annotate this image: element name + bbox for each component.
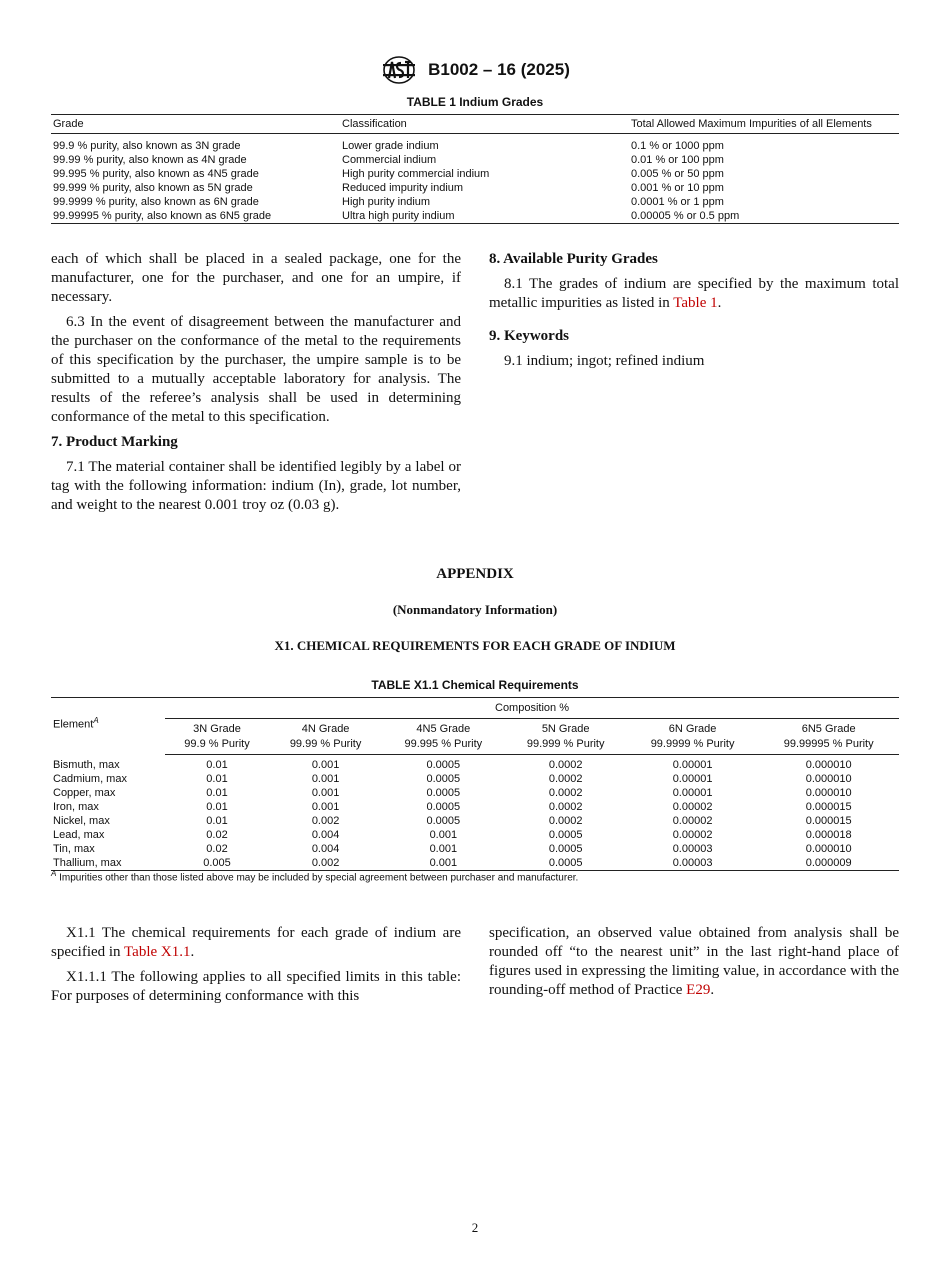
table-cell: 0.00002 [672, 829, 713, 841]
column-header-grade: 5N Grade 99.999 % Purity [505, 719, 627, 755]
table-cell: 0.001 [429, 829, 458, 841]
table-cell: 0.001 [311, 801, 340, 813]
table-cell: 0.004 [311, 829, 340, 841]
table-header-row [51, 115, 899, 134]
table-cell: 0.0001 % or 1 ppm [631, 196, 724, 208]
paragraph-x1-1-text: X1.1 The chemical requirements for each grade of indium are specified in [51, 925, 461, 960]
paragraph-x1-1-1-cont-end: . [710, 982, 715, 998]
table-row [51, 167, 899, 181]
left-column [51, 250, 461, 521]
table-cell: 0.001 [311, 759, 340, 771]
appendix-subtitle: (Nonmandatory Information) [392, 602, 558, 617]
table-cell: 0.000010 [805, 759, 852, 771]
table-cell: 0.001 [311, 773, 340, 785]
table-cell: 0.0002 [548, 759, 583, 771]
table-cell: Iron, max [53, 801, 99, 813]
paragraph-8-1-text: 8.1 The grades of indium are specified by the maximum total metallic impurities as listed in [489, 276, 899, 311]
table-cell: 0.1 % or 1000 ppm [631, 140, 724, 152]
table-cell: 0.01 [206, 787, 228, 799]
table-cell: 99.99995 % purity, also known as 6N5 grade [53, 210, 272, 222]
table-header-row [51, 698, 899, 719]
table-cell: 0.000009 [805, 857, 852, 869]
table-cell: Lower grade indium [342, 140, 439, 152]
footnote-text: Impurities other than those listed above may be included by special agreement between purchaser and manufacturer. [56, 872, 579, 884]
table-cell: 0.01 [206, 815, 228, 827]
table-row [51, 134, 899, 154]
column-header-max-impurities: Total Allowed Maximum Impurities of all Elements [629, 115, 899, 134]
table-cell: 0.01 [206, 801, 228, 813]
appendix-title: APPENDIX [436, 566, 514, 582]
table-row [51, 181, 899, 195]
table-cell: 0.000010 [805, 843, 852, 855]
table-cell: High purity commercial indium [342, 168, 490, 180]
table-cell: 0.001 % or 10 ppm [631, 182, 724, 194]
paragraph-x1-1-1-cont-text: specification, an observed value obtained from analysis shall be rounded off “to the nearest unit” in the last right-hand place of figures used in expressing the limiting value, in accordance with the rounding-off method of Practice [489, 925, 899, 998]
table-cell: 0.005 % or 50 ppm [631, 168, 724, 180]
table-cell: 0.001 [429, 843, 458, 855]
table-cell: 99.9 % purity, also known as 3N grade [53, 140, 241, 152]
chemical-requirements-table [51, 697, 899, 871]
table-cell: 0.0005 [426, 787, 461, 799]
paragraph-x1-1 [51, 924, 461, 962]
element-header-label: Element [53, 718, 94, 731]
table-cell: Lead, max [53, 829, 105, 841]
table-footnote [51, 869, 578, 883]
table-row [51, 800, 899, 814]
footnote-marker: A [51, 869, 57, 878]
section-heading-8: 8. Available Purity Grades [489, 251, 658, 267]
table-row [51, 786, 899, 800]
column-header-grade: 6N Grade 99.9999 % Purity [627, 719, 759, 755]
tablex-block [51, 678, 899, 871]
section-heading-7: 7. Product Marking [51, 434, 178, 450]
table-cell: 0.00003 [672, 857, 713, 869]
table-cell: 0.0005 [426, 815, 461, 827]
paragraph-x1-1-1: X1.1.1 The following applies to all specified limits in this table: For purposes of determining conformance with this [51, 969, 461, 1004]
table-cell: 0.02 [206, 843, 228, 855]
table-cell: 0.00003 [672, 843, 713, 855]
table-cell: 0.0005 [548, 857, 583, 869]
table-cell: Cadmium, max [53, 773, 127, 785]
table-cell: 0.0002 [548, 801, 583, 813]
document-header [0, 54, 950, 86]
right-column [489, 250, 899, 377]
table-cell: 0.00002 [672, 815, 713, 827]
table-cell: 0.000015 [805, 801, 852, 813]
table1-caption: TABLE 1 Indium Grades [406, 95, 544, 109]
table-cell: Bismuth, max [53, 758, 120, 771]
table-cell: 0.01 [206, 759, 228, 771]
table1-link[interactable]: Table 1 [673, 295, 718, 311]
table-cell: Copper, max [53, 787, 116, 799]
table-cell: Commercial indium [342, 154, 437, 166]
table-cell: 0.000015 [805, 815, 852, 827]
table-x1-1-link[interactable]: Table X1.1 [124, 944, 191, 960]
paragraph-x1-1-end: . [190, 944, 195, 960]
table-cell: Tin, max [53, 843, 95, 855]
table-cell: 0.002 [311, 857, 340, 869]
paragraph-7-1: 7.1 The material container shall be identified legibly by a label or tag with the following information: indium (In), grade, lot number, and weight to the nearest 0.001 troy oz (0.03 g). [51, 459, 461, 513]
table-row [51, 772, 899, 786]
column-header-element [51, 698, 165, 755]
column-header-composition: Composition % [165, 698, 899, 719]
appendix-right-column [489, 924, 899, 1006]
paragraph-x1-1-1-cont [489, 924, 899, 1000]
page-number: 2 [471, 1220, 479, 1235]
paragraph-continuation: each of which shall be placed in a sealed package, one for the manufacturer, one for the purchaser, and one for an umpire, if necessary. [51, 251, 461, 305]
table-cell: High purity indium [342, 196, 431, 208]
table-cell: 0.00001 [672, 773, 713, 785]
table-cell: 0.01 [206, 773, 228, 785]
column-header-classification: Classification [340, 115, 629, 134]
table-cell: 0.001 [311, 787, 340, 799]
table-cell: 99.9999 % purity, also known as 6N grade [53, 196, 259, 208]
table-cell: Nickel, max [53, 815, 110, 827]
table-cell: 0.01 % or 100 ppm [631, 154, 724, 166]
table-cell: 0.02 [206, 829, 228, 841]
table-cell: 0.001 [429, 857, 458, 869]
table-cell: 0.0005 [426, 773, 461, 785]
table-row [51, 153, 899, 167]
table-cell: Thallium, max [53, 857, 122, 869]
table-cell: 99.99 % purity, also known as 4N grade [53, 154, 247, 166]
paragraph-6-3: 6.3 In the event of disagreement between the manufacturer and the purchaser on the conformance of the metal to the requirements of this specification by the purchaser, the umpire sample is to be submitted to a mutually acceptable laboratory for analysis. The results of the referee’s analysis shall be used in determining conformance of the metal to this specification. [51, 314, 461, 425]
column-header-grade: 4N5 Grade 99.995 % Purity [382, 719, 504, 755]
table-cell: 0.00002 [672, 801, 713, 813]
table-cell: Ultra high purity indium [342, 210, 455, 222]
table-cell: 0.004 [311, 843, 340, 855]
column-header-grade: 4N Grade 99.99 % Purity [269, 719, 382, 755]
table-header-row [51, 719, 899, 755]
table-cell: 0.005 [203, 857, 231, 869]
table-cell: 0.0002 [548, 815, 583, 827]
tablex-caption: TABLE X1.1 Chemical Requirements [371, 678, 579, 692]
table-cell: 0.000010 [805, 773, 852, 785]
paragraph-9-1: 9.1 indium; ingot; refined indium [504, 353, 705, 369]
table-cell: 0.002 [311, 815, 340, 827]
table-cell: 0.0005 [548, 829, 583, 841]
table-cell: 0.00005 % or 0.5 ppm [631, 210, 740, 222]
table-row [51, 755, 899, 773]
column-header-grade: Grade [51, 115, 340, 134]
astm-logo-icon [380, 54, 418, 86]
table-cell: 0.00001 [672, 787, 713, 799]
table-row [51, 814, 899, 828]
table-cell: 0.0005 [426, 801, 461, 813]
table-cell: 0.000010 [805, 787, 852, 799]
table-row [51, 209, 899, 224]
table-cell: 0.0005 [548, 843, 583, 855]
table-cell: 0.0005 [426, 759, 461, 771]
e29-link[interactable]: E29 [686, 982, 711, 998]
table-row [51, 195, 899, 209]
table-cell: 0.00001 [672, 759, 713, 771]
column-header-grade: 6N5 Grade 99.99995 % Purity [758, 719, 899, 755]
appendix-left-column [51, 924, 461, 1012]
section-heading-9: 9. Keywords [489, 328, 569, 344]
table-cell: 0.000018 [805, 829, 852, 841]
paragraph-8-1-end: . [717, 295, 722, 311]
table-cell: 0.0002 [548, 787, 583, 799]
table-cell: 99.999 % purity, also known as 5N grade [53, 182, 253, 194]
table-cell: 0.0002 [548, 773, 583, 785]
table1-block [51, 95, 899, 224]
document-designation: B1002 – 16 (2025) [428, 60, 570, 79]
table-row [51, 828, 899, 842]
table-cell: Reduced impurity indium [342, 182, 464, 194]
table-cell: 99.995 % purity, also known as 4N5 grade [53, 168, 259, 180]
column-header-grade: 3N Grade 99.9 % Purity [165, 719, 269, 755]
table-row [51, 842, 899, 856]
paragraph-8-1 [489, 275, 899, 313]
footnote-marker: A [93, 716, 99, 725]
x1-section-title: X1. CHEMICAL REQUIREMENTS FOR EACH GRADE OF INDIUM [274, 638, 676, 653]
indium-grades-table [51, 114, 899, 224]
